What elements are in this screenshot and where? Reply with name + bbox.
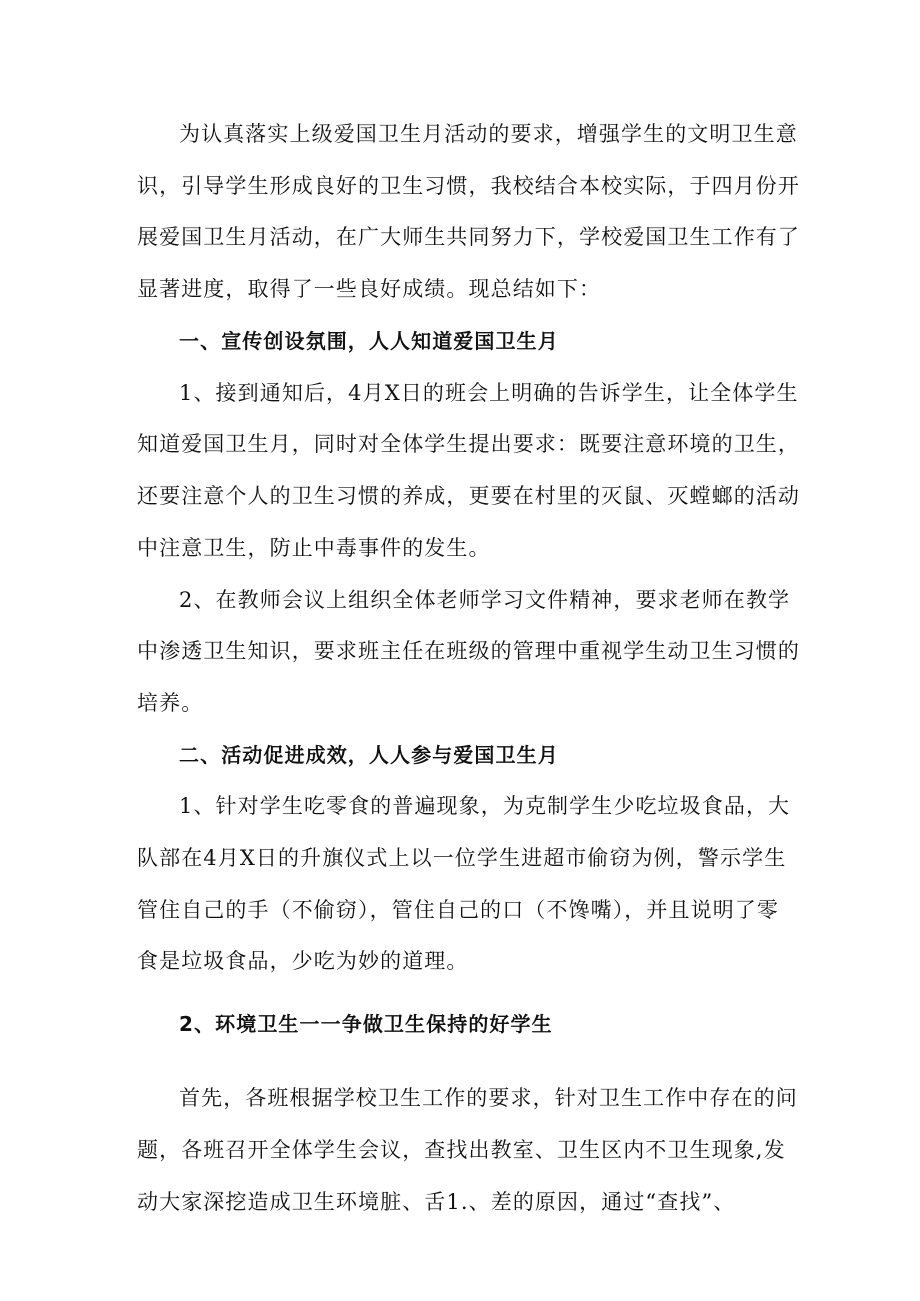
section-2-item-2-line-3: 动大家深挖造成卫生环境脏、舌1.、差的原因，通过“查找”、	[137, 1190, 736, 1214]
section-2-item-2-line-1: 首先，各班根据学校卫生工作的要求，针对卫生工作中存在的问	[179, 1086, 798, 1110]
section-2-item-2-line-2: 题，各班召开全体学生会议，查找出教室、卫生区内不卫生现象,发	[137, 1138, 786, 1162]
section-1-item-1-line-1: 1、接到通知后，4月X日的班会上明确的告诉学生，让全体学生	[179, 381, 799, 405]
section-1-heading: 一、宣传创设氛围，人人知道爱国卫生月	[179, 329, 559, 353]
section-2-item-1-line-1: 1、针对学生吃零食的普遍现象，为克制学生少吃垃圾食品，大	[179, 794, 791, 818]
section-1-item-2-line-3: 培养。	[137, 691, 204, 715]
section-1-item-2-line-2: 中渗透卫生知识，要求班主任在班级的管理中重视学生动卫生习惯的	[137, 639, 800, 663]
intro-line-4: 显著进度，取得了一些良好成绩。现总结如下：	[137, 277, 602, 301]
section-2-item-1-line-4: 食是垃圾食品，少吃为妙的道理。	[137, 949, 469, 973]
section-2-item-2-heading: 2、环境卫生一一争做卫生保持的好学生	[179, 1012, 553, 1036]
section-2-heading: 二、活动促进成效，人人参与爱国卫生月	[179, 743, 559, 767]
section-2-item-1-line-2: 队部在4月X日的升旗仪式上以一位学生进超市偷窃为例，警示学生	[137, 846, 787, 870]
section-1-item-1-line-3: 还要注意个人的卫生习惯的养成，更要在村里的灭鼠、灭螳螂的活动	[137, 484, 800, 508]
section-1-item-1-line-4: 中注意卫生，防止中毒事件的发生。	[137, 536, 491, 560]
section-1-item-1-line-2: 知道爱国卫生月，同时对全体学生提出要求：既要注意环境的卫生，	[137, 432, 800, 456]
intro-line-1: 为认真落实上级爱国卫生月活动的要求，增强学生的文明卫生意	[179, 122, 798, 146]
intro-line-3: 展爱国卫生月活动，在广大师生共同努力下，学校爱国卫生工作有了	[137, 225, 800, 249]
section-2-item-1-line-3: 管住自己的手（不偷窃），管住自己的口（不馋嘴），并且说明了零	[137, 898, 779, 922]
intro-line-2: 识，引导学生形成良好的卫生习惯，我校结合本校实际，于四月份开	[137, 174, 800, 198]
section-1-item-2-line-1: 2、在教师会议上组织全体老师学习文件精神，要求老师在教学	[179, 588, 791, 612]
